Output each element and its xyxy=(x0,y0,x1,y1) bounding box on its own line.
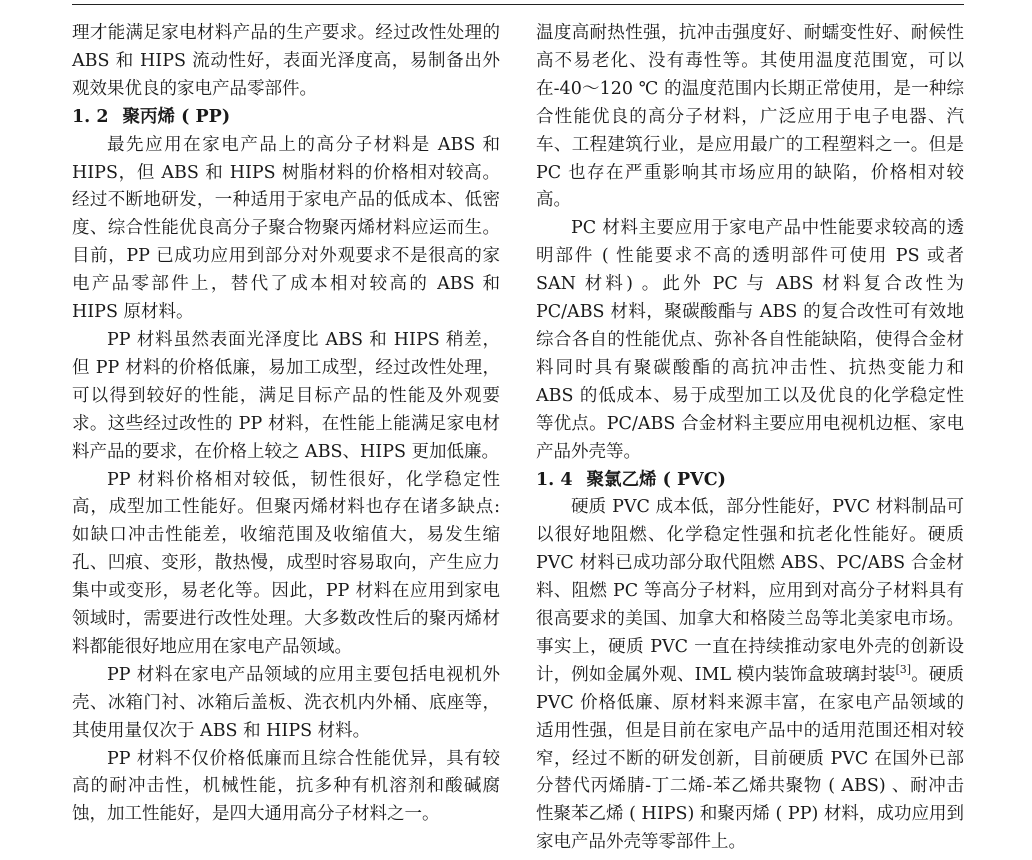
paragraph: PP 材料虽然表面光泽度比 ABS 和 HIPS 稍差，但 PP 材料的价格低廉，易加工成型，经过改性处理，可以得到较好的性能，满足目标产品的性能及外观要求。这些经过改性的 PP 材料，在性能上能满足家电材料产品的要求，在价格上较之 ABS、HIPS 更加低廉。 xyxy=(72,329,500,462)
paragraph-text: 。硬质 PVC 价格低廉、原材料来源丰富，在家电产品领域的适用性强，但是目前在家电产品中的适用范围还相对较窄，经过不断的研发创新，目前硬质 PVC 在国外已部分替代丙烯腈-丁二烯-苯乙烯共聚物 ( ABS) 、耐冲击性聚苯乙烯 ( HIPS) 和聚丙烯 ( PP) 材料，成功应用到家电产品外壳等零部件上。 xyxy=(536,664,965,853)
section-number: 1. 4 xyxy=(536,469,573,490)
section-number: 1. 2 xyxy=(72,106,109,127)
paragraph: PP 材料价格相对较低，韧性很好，化学稳定性高，成型加工性能好。但聚丙烯材料也存在诸多缺点: 如缺口冲击性能差，收缩范围及收缩值大，易发生缩孔、凹痕、变形，散热慢，成型时容易取向，产生应力集中或变形，易老化等。因此，PP 材料在应用到家电领域时，需要进行改性处理。大多数改性后的聚丙烯材料都能很好地应用在家电产品领域。 xyxy=(72,469,500,657)
section-heading-pvc xyxy=(536,467,964,495)
section-title: 聚氯乙烯 ( PVC) xyxy=(586,469,726,490)
section-title: 聚丙烯 ( PP) xyxy=(122,106,231,127)
paragraph xyxy=(536,494,964,857)
paragraph-continuation: 理才能满足家电材料产品的生产要求。经过改性处理的 ABS 和 HIPS 流动性好，表面光泽度高，易制备出外观效果优良的家电产品零部件。 xyxy=(72,23,500,99)
paragraph: 最先应用在家电产品上的高分子材料是 ABS 和 HIPS，但 ABS 和 HIPS 树脂材料的价格相对较高。经过不断地研发，一种适用于家电产品的低成本、低密度、综合性能优良高分子聚合物聚丙烯材料应运而生。目前，PP 已成功应用到部分对外观要求不是很高的家电产品零部件上，替代了成本相对较高的 ABS 和 HIPS 原材料。 xyxy=(72,134,500,323)
paragraph: PP 材料不仅价格低廉而且综合性能优异，具有较高的耐冲击性，机械性能，抗多种有机溶剂和酸碱腐蚀，加工性能好，是四大通用高分子材料之一。 xyxy=(72,748,500,825)
paragraph-continuation: 温度高耐热性强，抗冲击强度好、耐蠕变性好、耐候性高不易老化、没有毒性等。其使用温度范围宽，可以在-40～120 ℃ 的温度范围内长期正常使用，是一种综合性能优良的高分子材料，广泛应用于电子电器、汽车、工程建筑行业，是应用最广的工程塑料之一。但是 PC 也存在严重影响其市场应用的缺陷，价格相对较高。 xyxy=(536,23,964,211)
left-column xyxy=(72,20,500,829)
citation-reference[interactable]: [3] xyxy=(895,663,912,677)
paragraph-text: 硬质 PVC 成本低，部分性能好，PVC 材料制品可以很好地阻燃、化学稳定性强和抗老化性能好。硬质 PVC 材料已成功部分取代阻燃 ABS、PC/ABS 合金材料、阻燃 PC 等高分子材料，应用到对高分子材料具有很高要求的美国、加拿大和格陵兰岛等北美家电市场。事实上，硬质 PVC 一直在持续推动家电外壳的创新设计，例如金属外观、IML 模内装饰盒玻璃封装 xyxy=(536,497,964,685)
paragraph: PP 材料在家电产品领域的应用主要包括电视机外壳、冰箱门衬、冰箱后盖板、洗衣机内外桶、底座等，其使用量仅次于 ABS 和 HIPS 材料。 xyxy=(72,664,500,741)
paragraph: PC 材料主要应用于家电产品中性能要求较高的透明部件 ( 性能要求不高的透明部件可使用 PS 或者 SAN 材料) 。此外 PC 与 ABS 材料复合改性为 PC/ABS 材料，聚碳酸酯与 ABS 的复合改性可有效地综合各自的性能优点、弥补各自性能缺陷，使得合金材料同时具有聚碳酸酯的高抗冲击性、抗热变能力和 ABS 的低成本、易于成型加工以及优良的化学稳定性等优点。PC/ABS 合金材料主要应用电视机边框、家电产品外壳等。 xyxy=(536,218,964,462)
header-rule xyxy=(72,4,964,5)
section-heading-pp xyxy=(72,104,500,132)
right-column xyxy=(536,20,964,857)
